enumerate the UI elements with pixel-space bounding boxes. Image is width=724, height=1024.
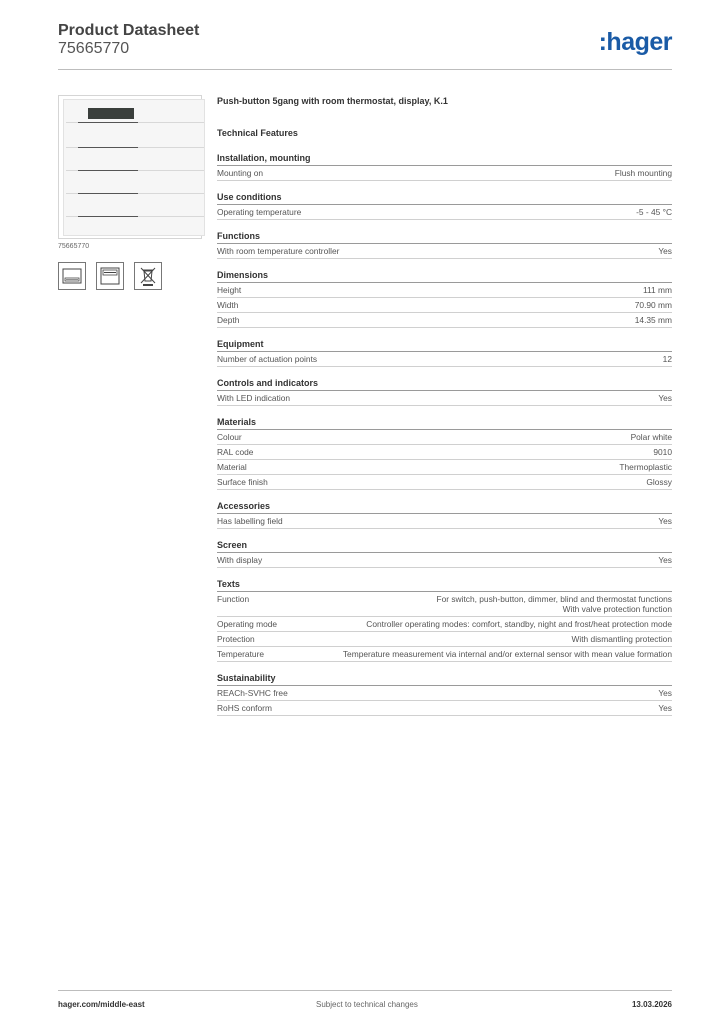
spec-label: Operating mode: [217, 619, 278, 629]
spec-row: [217, 592, 672, 617]
document-title: Product Datasheet: [58, 22, 200, 39]
spec-row: [217, 553, 672, 568]
spec-value: 70.90 mm: [634, 300, 672, 310]
spec-row: [217, 391, 672, 406]
device-label-line: [78, 147, 138, 148]
spec-value: Yes: [658, 246, 672, 256]
spec-row: [217, 701, 672, 716]
display-symbol-icon: [96, 262, 124, 290]
section-title: Sustainability: [217, 672, 672, 686]
spec-value: 12: [662, 354, 672, 364]
technical-features-heading: Technical Features: [217, 128, 298, 138]
section-title: Materials: [217, 416, 672, 430]
spec-label: REACh-SVHC free: [217, 688, 288, 698]
spec-label: Has labelling field: [217, 516, 283, 526]
section-title: Dimensions: [217, 269, 672, 283]
section: [217, 152, 672, 181]
section-title: Installation, mounting: [217, 152, 672, 166]
spec-label: Height: [217, 285, 242, 295]
spec-label: Depth: [217, 315, 240, 325]
spec-value: 14.35 mm: [634, 315, 672, 325]
image-caption: 75665770: [58, 243, 90, 250]
weee-crossed-bin-icon: [134, 262, 162, 290]
spec-row: [217, 298, 672, 313]
spec-value: 9010: [653, 447, 672, 457]
spec-value: -5 - 45 °C: [636, 207, 672, 217]
spec-value: Yes: [658, 688, 672, 698]
spec-label: With LED indication: [217, 393, 291, 403]
spec-label: Operating temperature: [217, 207, 302, 217]
device-label-line: [78, 193, 138, 194]
section: [217, 269, 672, 328]
spec-row: [217, 632, 672, 647]
section: [217, 578, 672, 662]
section: [217, 416, 672, 490]
spec-row: [217, 313, 672, 328]
spec-label: Temperature: [217, 649, 265, 659]
device-label-line: [78, 170, 138, 171]
spec-label: Function: [217, 594, 250, 604]
product-image: [58, 95, 202, 239]
spec-value: Yes: [658, 393, 672, 403]
document-number: 75665770: [58, 40, 130, 57]
spec-row: [217, 475, 672, 490]
section: [217, 191, 672, 220]
spec-label: Number of actuation points: [217, 354, 318, 364]
section: [217, 539, 672, 568]
page-footer: [58, 990, 672, 1016]
spec-value: With dismantling protection: [571, 634, 672, 644]
spec-label: Colour: [217, 432, 242, 442]
section: [217, 377, 672, 406]
section-title: Texts: [217, 578, 672, 592]
spec-value: Thermoplastic: [619, 462, 672, 472]
spec-row: [217, 166, 672, 181]
technical-content: [217, 96, 672, 726]
spec-value: For switch, push-button, dimmer, blind and thermostat functions With valve protection function: [436, 594, 672, 614]
product-visuals: [58, 95, 202, 290]
spec-value: Yes: [658, 703, 672, 713]
device-display: [88, 108, 134, 119]
feature-sections: [217, 152, 672, 716]
spec-value: Flush mounting: [614, 168, 672, 178]
knx-bus-icon: [58, 262, 86, 290]
spec-label: Protection: [217, 634, 255, 644]
spec-value: Yes: [658, 555, 672, 565]
spec-row: [217, 445, 672, 460]
spec-label: With room temperature controller: [217, 246, 340, 256]
spec-value: Glossy: [646, 477, 672, 487]
spec-label: Surface finish: [217, 477, 268, 487]
product-title: Push-button 5gang with room thermostat, display, K.1: [217, 96, 448, 106]
spec-row: [217, 647, 672, 662]
spec-row: [217, 352, 672, 367]
spec-label: RAL code: [217, 447, 254, 457]
device-label-line: [78, 122, 138, 123]
spec-value: Yes: [658, 516, 672, 526]
spec-label: Mounting on: [217, 168, 264, 178]
spec-row: [217, 617, 672, 632]
spec-row: [217, 205, 672, 220]
spec-row: [217, 460, 672, 475]
certification-icons: [58, 262, 202, 290]
spec-row: [217, 686, 672, 701]
spec-label: Width: [217, 300, 239, 310]
spec-row: [217, 283, 672, 298]
footer-notice: Subject to technical changes: [316, 1000, 418, 1009]
page-header: [58, 22, 672, 70]
spec-label: Material: [217, 462, 247, 472]
push-button-device-illustration: [63, 99, 205, 236]
section: [217, 672, 672, 716]
spec-row: [217, 514, 672, 529]
section-title: Use conditions: [217, 191, 672, 205]
section-title: Equipment: [217, 338, 672, 352]
footer-website: hager.com/middle-east: [58, 1000, 145, 1009]
section: [217, 230, 672, 259]
device-label-line: [78, 216, 138, 217]
spec-label: RoHS conform: [217, 703, 272, 713]
section: [217, 500, 672, 529]
spec-value: Polar white: [630, 432, 672, 442]
section-title: Accessories: [217, 500, 672, 514]
spec-row: [217, 430, 672, 445]
spec-label: With display: [217, 555, 263, 565]
spec-value: Temperature measurement via internal and/or external sensor with mean value formation: [342, 649, 672, 659]
footer-date: 13.03.2026: [631, 1000, 672, 1009]
section: [217, 338, 672, 367]
spec-row: [217, 244, 672, 259]
section-title: Controls and indicators: [217, 377, 672, 391]
section-title: Functions: [217, 230, 672, 244]
spec-value: 111 mm: [642, 285, 672, 295]
hager-logo: :hager: [598, 28, 672, 56]
spec-value: Controller operating modes: comfort, standby, night and frost/heat protection mode: [366, 619, 672, 629]
section-title: Screen: [217, 539, 672, 553]
